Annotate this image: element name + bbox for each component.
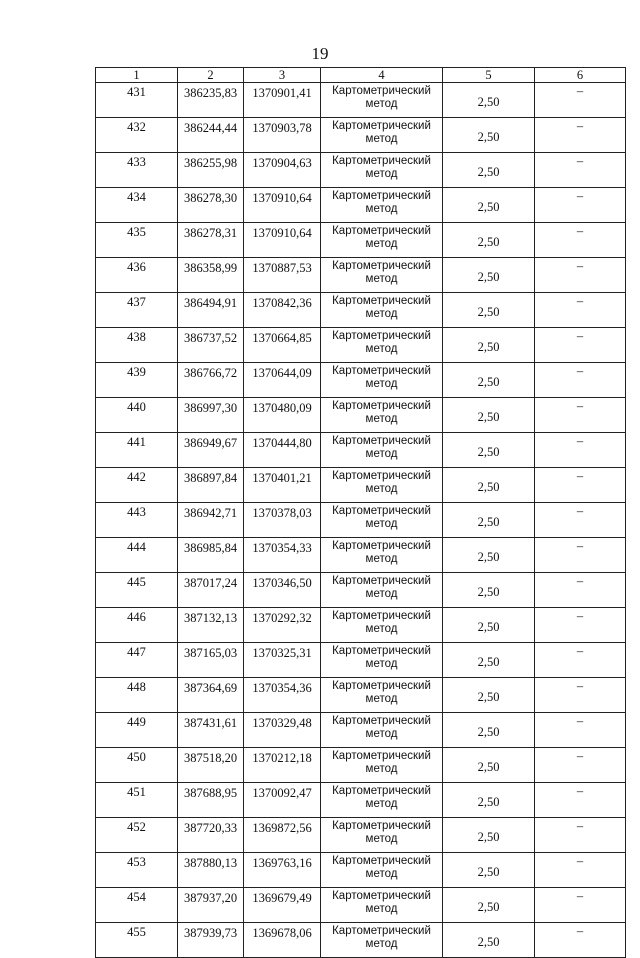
accuracy-value: 2,50 [443, 678, 535, 713]
accuracy-value: 2,50 [443, 223, 535, 258]
coordinates-table [95, 67, 626, 958]
table-row [96, 538, 626, 573]
description-dash: – [535, 153, 626, 188]
method-line-1: Картометрический [332, 505, 431, 517]
point-number: 446 [96, 608, 178, 643]
accuracy-value: 2,50 [443, 783, 535, 818]
method-line-2: метод [365, 483, 398, 495]
y-coordinate: 1369872,56 [244, 818, 321, 853]
method-line-2: метод [365, 938, 398, 950]
point-number: 440 [96, 398, 178, 433]
y-coordinate: 1370644,09 [244, 363, 321, 398]
y-coordinate: 1370092,47 [244, 783, 321, 818]
method-line-1: Картометрический [332, 85, 431, 97]
table-row [96, 118, 626, 153]
method-cell [321, 223, 443, 258]
x-coordinate: 386244,44 [178, 118, 244, 153]
page-number: 19 [311, 44, 329, 63]
method-cell [321, 328, 443, 363]
y-coordinate: 1370292,32 [244, 608, 321, 643]
method-line-2: метод [365, 553, 398, 565]
x-coordinate: 386942,71 [178, 503, 244, 538]
x-coordinate: 387939,73 [178, 923, 244, 958]
point-number: 448 [96, 678, 178, 713]
method-line-2: метод [365, 273, 398, 285]
accuracy-value: 2,50 [443, 328, 535, 363]
method-cell [321, 573, 443, 608]
method-line-2: метод [365, 693, 398, 705]
table-row [96, 818, 626, 853]
point-number: 438 [96, 328, 178, 363]
header-col-1: 1 [96, 68, 178, 83]
accuracy-value: 2,50 [443, 363, 535, 398]
table-row [96, 83, 626, 118]
method-cell [321, 503, 443, 538]
table-row [96, 643, 626, 678]
point-number: 436 [96, 258, 178, 293]
method-cell [321, 853, 443, 888]
x-coordinate: 387132,13 [178, 608, 244, 643]
method-line-2: метод [365, 448, 398, 460]
x-coordinate: 387688,95 [178, 783, 244, 818]
point-number: 439 [96, 363, 178, 398]
table-row [96, 223, 626, 258]
table-row [96, 573, 626, 608]
x-coordinate: 386737,52 [178, 328, 244, 363]
x-coordinate: 387165,03 [178, 643, 244, 678]
table-row [96, 363, 626, 398]
accuracy-value: 2,50 [443, 643, 535, 678]
method-line-2: метод [365, 623, 398, 635]
method-line-2: метод [365, 98, 398, 110]
method-line-1: Картометрический [332, 190, 431, 202]
x-coordinate: 386949,67 [178, 433, 244, 468]
description-dash: – [535, 573, 626, 608]
accuracy-value: 2,50 [443, 923, 535, 958]
x-coordinate: 386997,30 [178, 398, 244, 433]
point-number: 449 [96, 713, 178, 748]
table-row [96, 608, 626, 643]
method-cell [321, 153, 443, 188]
accuracy-value: 2,50 [443, 538, 535, 573]
method-cell [321, 83, 443, 118]
accuracy-value: 2,50 [443, 258, 535, 293]
x-coordinate: 387017,24 [178, 573, 244, 608]
table-row [96, 888, 626, 923]
y-coordinate: 1370904,63 [244, 153, 321, 188]
method-line-1: Картометрический [332, 820, 431, 832]
method-line-1: Картометрический [332, 435, 431, 447]
table-row [96, 258, 626, 293]
y-coordinate: 1370401,21 [244, 468, 321, 503]
point-number: 450 [96, 748, 178, 783]
point-number: 444 [96, 538, 178, 573]
description-dash: – [535, 328, 626, 363]
accuracy-value: 2,50 [443, 433, 535, 468]
description-dash: – [535, 503, 626, 538]
point-number: 432 [96, 118, 178, 153]
method-line-1: Картометрический [332, 750, 431, 762]
method-line-2: метод [365, 518, 398, 530]
method-line-2: метод [365, 168, 398, 180]
table-row [96, 503, 626, 538]
y-coordinate: 1370910,64 [244, 223, 321, 258]
description-dash: – [535, 118, 626, 153]
method-line-2: метод [365, 238, 398, 250]
accuracy-value: 2,50 [443, 608, 535, 643]
table-body [96, 83, 626, 958]
x-coordinate: 386255,98 [178, 153, 244, 188]
description-dash: – [535, 398, 626, 433]
method-line-1: Картометрический [332, 400, 431, 412]
table-row [96, 923, 626, 958]
accuracy-value: 2,50 [443, 853, 535, 888]
table-row [96, 468, 626, 503]
method-cell [321, 538, 443, 573]
method-cell [321, 293, 443, 328]
accuracy-value: 2,50 [443, 573, 535, 608]
method-line-1: Картометрический [332, 330, 431, 342]
x-coordinate: 387937,20 [178, 888, 244, 923]
point-number: 445 [96, 573, 178, 608]
y-coordinate: 1370346,50 [244, 573, 321, 608]
table-header-row [96, 68, 626, 83]
y-coordinate: 1370329,48 [244, 713, 321, 748]
description-dash: – [535, 888, 626, 923]
method-line-2: метод [365, 798, 398, 810]
table-row [96, 153, 626, 188]
point-number: 455 [96, 923, 178, 958]
y-coordinate: 1370842,36 [244, 293, 321, 328]
description-dash: – [535, 83, 626, 118]
method-line-1: Картометрический [332, 295, 431, 307]
y-coordinate: 1370664,85 [244, 328, 321, 363]
accuracy-value: 2,50 [443, 748, 535, 783]
method-line-2: метод [365, 343, 398, 355]
description-dash: – [535, 783, 626, 818]
method-line-1: Картометрический [332, 645, 431, 657]
point-number: 437 [96, 293, 178, 328]
description-dash: – [535, 748, 626, 783]
method-cell [321, 678, 443, 713]
point-number: 435 [96, 223, 178, 258]
table-row [96, 853, 626, 888]
method-line-2: метод [365, 308, 398, 320]
description-dash: – [535, 608, 626, 643]
point-number: 434 [96, 188, 178, 223]
y-coordinate: 1369763,16 [244, 853, 321, 888]
method-line-1: Картометрический [332, 260, 431, 272]
x-coordinate: 386985,84 [178, 538, 244, 573]
x-coordinate: 386766,72 [178, 363, 244, 398]
x-coordinate: 386278,30 [178, 188, 244, 223]
method-line-1: Картометрический [332, 120, 431, 132]
description-dash: – [535, 713, 626, 748]
y-coordinate: 1370444,80 [244, 433, 321, 468]
x-coordinate: 387431,61 [178, 713, 244, 748]
method-cell [321, 258, 443, 293]
x-coordinate: 387364,69 [178, 678, 244, 713]
y-coordinate: 1370378,03 [244, 503, 321, 538]
method-line-1: Картометрический [332, 785, 431, 797]
x-coordinate: 387880,13 [178, 853, 244, 888]
y-coordinate: 1370910,64 [244, 188, 321, 223]
method-cell [321, 783, 443, 818]
y-coordinate: 1370901,41 [244, 83, 321, 118]
header-col-2: 2 [178, 68, 244, 83]
method-cell [321, 468, 443, 503]
y-coordinate: 1370354,33 [244, 538, 321, 573]
point-number: 441 [96, 433, 178, 468]
method-line-1: Картометрический [332, 155, 431, 167]
x-coordinate: 386897,84 [178, 468, 244, 503]
method-line-1: Картометрический [332, 855, 431, 867]
method-line-1: Картометрический [332, 575, 431, 587]
table-row [96, 328, 626, 363]
description-dash: – [535, 468, 626, 503]
x-coordinate: 386494,91 [178, 293, 244, 328]
method-line-2: метод [365, 763, 398, 775]
point-number: 453 [96, 853, 178, 888]
y-coordinate: 1369679,49 [244, 888, 321, 923]
accuracy-value: 2,50 [443, 83, 535, 118]
header-col-6: 6 [535, 68, 626, 83]
accuracy-value: 2,50 [443, 118, 535, 153]
method-line-2: метод [365, 903, 398, 915]
point-number: 454 [96, 888, 178, 923]
method-line-2: метод [365, 133, 398, 145]
header-col-5: 5 [443, 68, 535, 83]
point-number: 443 [96, 503, 178, 538]
x-coordinate: 386235,83 [178, 83, 244, 118]
method-line-2: метод [365, 728, 398, 740]
method-line-1: Картометрический [332, 610, 431, 622]
point-number: 447 [96, 643, 178, 678]
point-number: 431 [96, 83, 178, 118]
x-coordinate: 387720,33 [178, 818, 244, 853]
accuracy-value: 2,50 [443, 818, 535, 853]
method-cell [321, 818, 443, 853]
accuracy-value: 2,50 [443, 888, 535, 923]
method-line-1: Картометрический [332, 540, 431, 552]
table-row [96, 398, 626, 433]
method-cell [321, 118, 443, 153]
accuracy-value: 2,50 [443, 293, 535, 328]
x-coordinate: 387518,20 [178, 748, 244, 783]
method-line-1: Картометрический [332, 715, 431, 727]
method-line-2: метод [365, 588, 398, 600]
method-cell [321, 748, 443, 783]
accuracy-value: 2,50 [443, 188, 535, 223]
method-cell [321, 363, 443, 398]
table-row [96, 678, 626, 713]
method-cell [321, 188, 443, 223]
description-dash: – [535, 258, 626, 293]
y-coordinate: 1370212,18 [244, 748, 321, 783]
method-line-1: Картометрический [332, 470, 431, 482]
y-coordinate: 1369678,06 [244, 923, 321, 958]
table-row [96, 748, 626, 783]
y-coordinate: 1370887,53 [244, 258, 321, 293]
table-row [96, 783, 626, 818]
y-coordinate: 1370325,31 [244, 643, 321, 678]
x-coordinate: 386278,31 [178, 223, 244, 258]
method-cell [321, 923, 443, 958]
y-coordinate: 1370480,09 [244, 398, 321, 433]
method-cell [321, 643, 443, 678]
x-coordinate: 386358,99 [178, 258, 244, 293]
method-cell [321, 433, 443, 468]
method-cell [321, 608, 443, 643]
method-line-1: Картометрический [332, 890, 431, 902]
table-row [96, 713, 626, 748]
method-cell [321, 713, 443, 748]
description-dash: – [535, 853, 626, 888]
method-line-1: Картометрический [332, 365, 431, 377]
accuracy-value: 2,50 [443, 468, 535, 503]
y-coordinate: 1370903,78 [244, 118, 321, 153]
point-number: 433 [96, 153, 178, 188]
method-line-2: метод [365, 413, 398, 425]
method-cell [321, 398, 443, 433]
y-coordinate: 1370354,36 [244, 678, 321, 713]
description-dash: – [535, 923, 626, 958]
header-col-3: 3 [244, 68, 321, 83]
table-row [96, 293, 626, 328]
description-dash: – [535, 538, 626, 573]
method-line-1: Картометрический [332, 680, 431, 692]
description-dash: – [535, 433, 626, 468]
method-line-2: метод [365, 868, 398, 880]
method-line-1: Картометрический [332, 225, 431, 237]
method-line-2: метод [365, 658, 398, 670]
description-dash: – [535, 223, 626, 258]
point-number: 442 [96, 468, 178, 503]
description-dash: – [535, 818, 626, 853]
table-row [96, 433, 626, 468]
description-dash: – [535, 363, 626, 398]
description-dash: – [535, 293, 626, 328]
header-col-4: 4 [321, 68, 443, 83]
method-line-2: метод [365, 378, 398, 390]
table-row [96, 188, 626, 223]
method-line-2: метод [365, 833, 398, 845]
method-line-1: Картометрический [332, 925, 431, 937]
method-line-2: метод [365, 203, 398, 215]
method-cell [321, 888, 443, 923]
point-number: 451 [96, 783, 178, 818]
accuracy-value: 2,50 [443, 503, 535, 538]
accuracy-value: 2,50 [443, 713, 535, 748]
accuracy-value: 2,50 [443, 398, 535, 433]
point-number: 452 [96, 818, 178, 853]
accuracy-value: 2,50 [443, 153, 535, 188]
description-dash: – [535, 643, 626, 678]
description-dash: – [535, 188, 626, 223]
description-dash: – [535, 678, 626, 713]
